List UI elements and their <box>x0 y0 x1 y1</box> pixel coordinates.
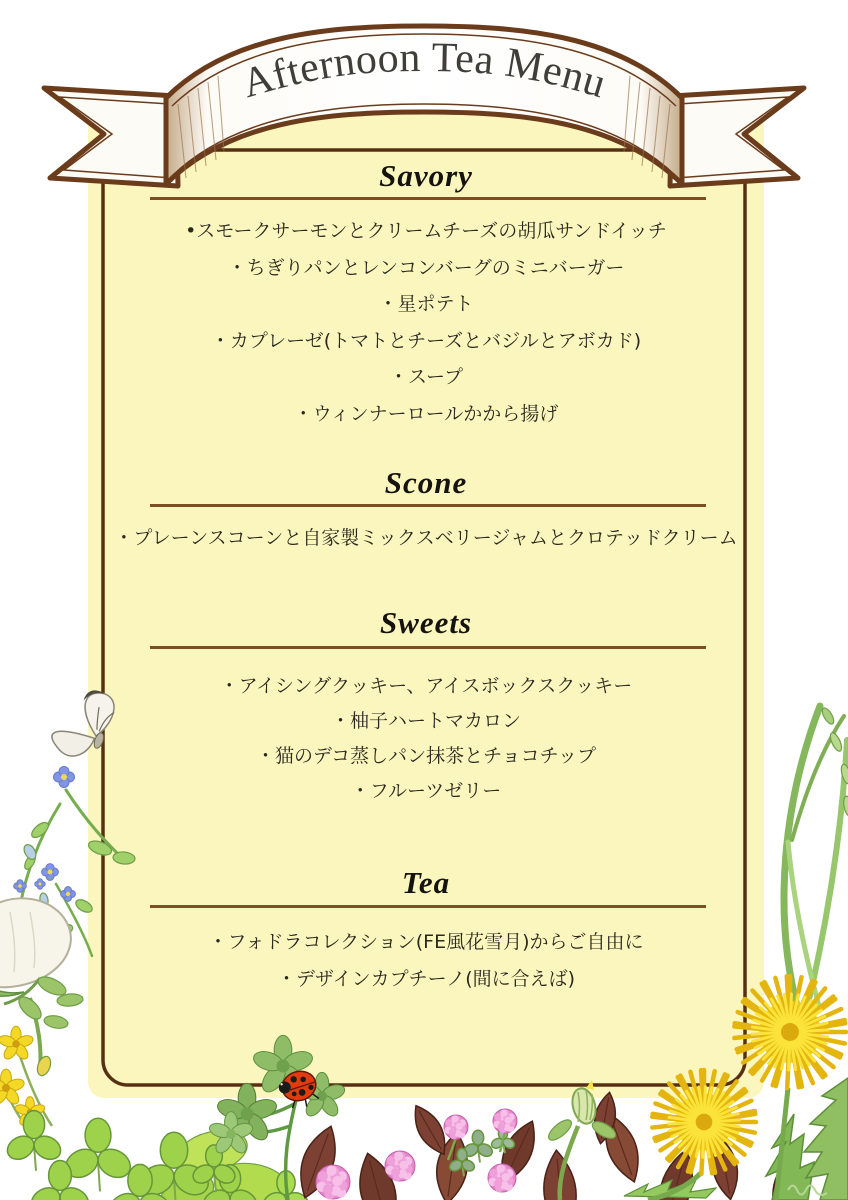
section-items-savory <box>88 213 764 432</box>
ribbon-tail-left <box>44 88 178 186</box>
menu-item: ・フォドラコレクション(FE風花雪月)からご自由に <box>208 931 644 953</box>
menu-item: ・アイシングクッキー、アイスボックスクッキー <box>219 675 633 697</box>
menu-item: ・フルーツゼリー <box>350 780 502 802</box>
section-title-sweets: Sweets <box>379 605 473 640</box>
menu-item: •スモークサーモンとクリームチーズの胡瓜サンドイッチ <box>185 220 667 242</box>
menu-item: ・柚子ハートマカロン <box>330 710 521 732</box>
section-items-sweets <box>88 669 764 809</box>
section-title-scone: Scone <box>384 465 468 500</box>
section-items-tea <box>88 924 764 998</box>
menu-item: ・星ポテト <box>378 293 474 315</box>
section-title-tea: Tea <box>401 865 451 900</box>
section-rule-sweets <box>150 646 706 649</box>
section-items-scone <box>88 522 764 555</box>
menu-item: ・デザインカプチーノ(間に合えば) <box>276 968 576 990</box>
menu-item: ・カプレーゼ(トマトとチーズとバジルとアボカド) <box>210 329 642 352</box>
section-title-savory: Savory <box>379 158 473 193</box>
ribbon-tail-right <box>670 88 804 186</box>
menu-item: ・ちぎりパンとレンコンバーグのミニバーガー <box>227 256 625 279</box>
section-rule-tea <box>150 905 706 908</box>
menu-item: ・猫のデコ蒸しパン抹茶とチョコチップ <box>255 745 597 767</box>
menu-item: ・スープ <box>388 366 464 388</box>
menu-item: ・ウィンナーロールかから揚げ <box>293 402 559 425</box>
ribbon-banner <box>0 0 848 210</box>
section-rule-scone <box>150 504 706 507</box>
menu-item: ・プレーンスコーンと自家製ミックスベリージャムとクロテッドクリーム <box>114 527 738 549</box>
ribbon-title: Afternoon Tea Menu <box>237 34 612 108</box>
